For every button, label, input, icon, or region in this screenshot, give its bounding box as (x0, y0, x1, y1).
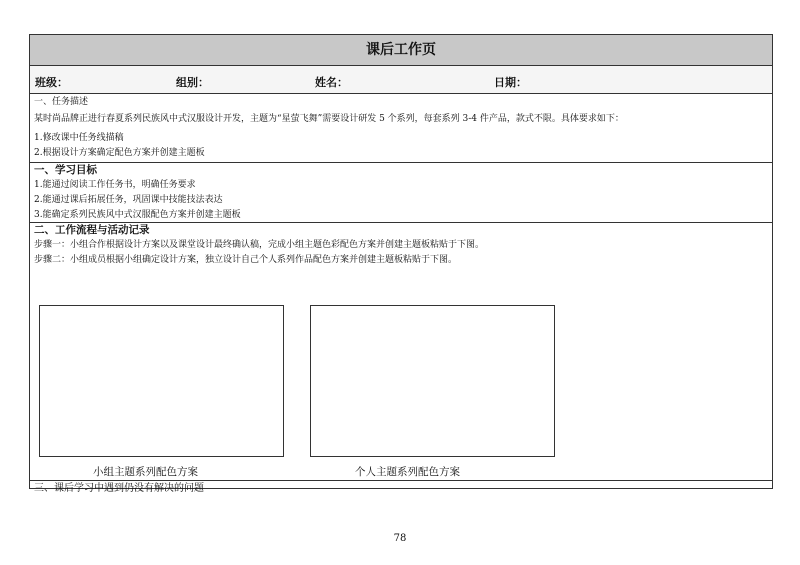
workflow-step-two: 步骤二：小组成员根据小组确定设计方案，独立设计自己个人系列作品配色方案并创建主题板粘贴于下图。 (34, 255, 458, 265)
learning-goals-section (30, 163, 772, 223)
goals-heading: 一、学习目标 (34, 164, 97, 176)
task-description-text: 某时尚品牌正进行春夏系列民族风中式汉服设计开发，主题为“星萤飞舞”需要设计研发 5 个系列，每套系列 3-4 件产品，款式不限。具体要求如下： (34, 114, 624, 124)
page-number: 78 (393, 533, 407, 544)
personal-palette-box[interactable] (310, 305, 555, 457)
worksheet-title: 课后工作页 (30, 35, 772, 66)
unresolved-problems-section[interactable] (30, 481, 772, 494)
date-label: 日期： (494, 76, 527, 89)
workflow-heading: 二、工作流程与活动记录 (34, 224, 150, 236)
workflow-section (30, 223, 772, 481)
worksheet-table (29, 34, 773, 494)
task-item: 1.修改课中任务线描稿 (34, 133, 124, 143)
class-label: 班级： (35, 76, 68, 89)
personal-palette-caption: 个人主题系列配色方案 (355, 466, 460, 478)
problems-heading: 三、课后学习中遇到仍没有解决的问题 (34, 483, 204, 494)
goal-item: 2.能通过课后拓展任务，巩固课中技能技法表达 (34, 195, 223, 205)
task-item: 2.根据设计方案确定配色方案并创建主题板 (34, 148, 205, 158)
student-info-row (30, 66, 772, 94)
group-palette-box[interactable] (39, 305, 284, 457)
task-description-section (30, 94, 772, 163)
group-label: 组别： (176, 76, 209, 89)
goal-item: 3.能确定系列民族风中式汉服配色方案并创建主题板 (34, 210, 241, 220)
name-label: 姓名： (315, 76, 348, 89)
task-heading: 一、任务描述 (34, 97, 89, 107)
group-palette-caption: 小组主题系列配色方案 (93, 466, 198, 478)
workflow-step-one: 步骤一：小组合作根据设计方案以及课堂设计最终确认稿，完成小组主题色彩配色方案并创建主题板粘贴于下图。 (34, 240, 485, 250)
goal-item: 1.能通过阅读工作任务书，明确任务要求 (34, 180, 196, 190)
